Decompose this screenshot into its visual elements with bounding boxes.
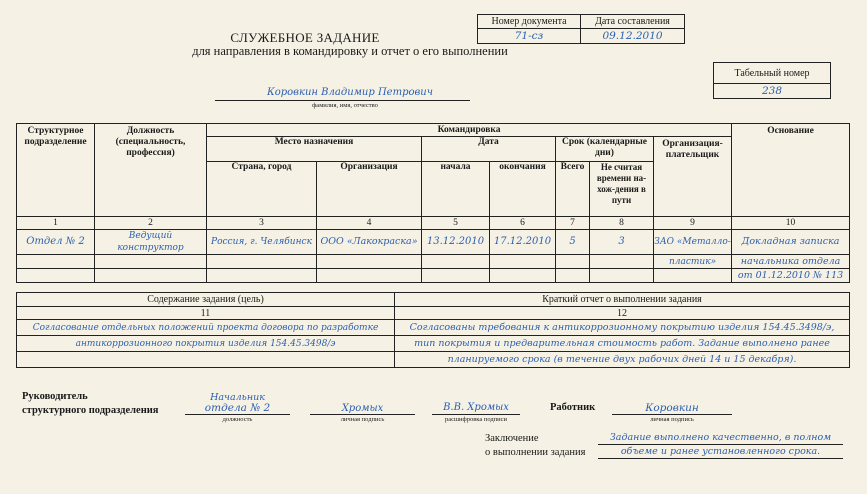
header-struct: Структурное подразделение xyxy=(17,124,95,217)
col-number: 5 xyxy=(422,217,490,230)
employee-name-line xyxy=(215,100,470,101)
conclusion-line-2: объеме и ранее установленного срока. xyxy=(620,446,821,457)
cell-total: 5 xyxy=(556,230,590,255)
cap-sign: личная подпись xyxy=(340,416,385,423)
tab-number-value: 238 xyxy=(714,84,831,99)
cell-payer-1: ЗАО «Металло- xyxy=(654,230,732,255)
num-11: 11 xyxy=(17,307,395,320)
conclusion-line-1: Задание выполнено качественно, в полном xyxy=(609,432,832,443)
doc-number-label: Номер документа xyxy=(478,15,581,29)
cap-worker-sign: личная подпись xyxy=(650,416,694,423)
header-not-counting: Не считая времени на-хож-дения в пути xyxy=(590,162,654,217)
content-line-1: Согласование отдельных положений проекта договора по разработке xyxy=(17,320,395,336)
report-line-2: тип покрытия и предварительная стоимость работ. Задание выполнено ранее xyxy=(395,336,850,352)
header-total: Всего xyxy=(556,162,590,217)
cell-country: Россия, г. Челябинск xyxy=(207,230,317,255)
doc-number-value: 71-сз xyxy=(478,29,581,44)
col-number: 1 xyxy=(17,217,95,230)
cap-position: должность xyxy=(222,416,253,423)
num-12: 12 xyxy=(395,307,850,320)
cell-net: 3 xyxy=(590,230,654,255)
cell-position: Ведущий конструктор xyxy=(95,230,207,255)
head-signature: Хромых xyxy=(341,403,384,414)
cell-start: 13.12.2010 xyxy=(422,230,490,255)
header-org-payer: Организация-плательщик xyxy=(654,137,732,217)
col-number: 10 xyxy=(732,217,850,230)
header-destination: Место назначения xyxy=(207,137,422,162)
col-number: 4 xyxy=(317,217,422,230)
cell-basis-2: начальника отдела xyxy=(732,255,850,269)
header-country: Страна, город xyxy=(207,162,317,217)
doc-number-box xyxy=(477,14,685,44)
head-label xyxy=(22,390,158,418)
trip-table xyxy=(16,123,850,283)
doc-date-label: Дата составления xyxy=(581,15,685,29)
cell-basis-3: от 01.12.2010 № 113 xyxy=(732,269,850,283)
employee-name: Коровкин Владимир Петрович xyxy=(267,87,433,98)
head-position-1: Начальник xyxy=(210,392,265,403)
employee-name-caption: фамилия, имя, отчество xyxy=(312,102,378,109)
tab-number-label: Табельный номер xyxy=(714,63,831,84)
head-decode-line xyxy=(432,414,520,415)
task-table xyxy=(16,292,850,368)
cell-org: ООО «Лакокраска» xyxy=(317,230,422,255)
col-number: 6 xyxy=(490,217,556,230)
report-line-1: Согласованы требования к антикоррозионному покрытию изделия 154.45.3498/э, xyxy=(395,320,850,336)
header-trip: Командировка xyxy=(207,124,732,137)
conclusion-label-line-1: Заключение xyxy=(485,433,539,444)
content-line-2: антикоррозионного покрытия изделия 154.45.3498/э xyxy=(17,336,395,352)
conclusion-label xyxy=(485,432,586,460)
worker-signature: Коровкин xyxy=(645,402,699,414)
conclusion-underline-1 xyxy=(598,444,843,445)
document-subtitle: для направления в командировку и отчет о его выполнении xyxy=(192,44,508,58)
report-line-3: планируемого срока (в течение двух рабочих дней 14 и 15 декабря). xyxy=(395,352,850,368)
head-label-line-2: структурного подразделения xyxy=(22,405,159,416)
cell-end: 17.12.2010 xyxy=(490,230,556,255)
header-end: окончания xyxy=(490,162,556,217)
header-start: начала xyxy=(422,162,490,217)
head-sign-line xyxy=(310,414,415,415)
header-date: Дата xyxy=(422,137,556,162)
head-label-line-1: Руководитель xyxy=(22,391,88,402)
cell-struct: Отдел № 2 xyxy=(17,230,95,255)
conclusion-underline-2 xyxy=(598,458,843,459)
header-position: Должность (специальность, профессия) xyxy=(95,124,207,217)
header-org: Организация xyxy=(317,162,422,217)
header-report: Краткий отчет о выполнении задания xyxy=(395,293,850,307)
col-number: 2 xyxy=(95,217,207,230)
col-number: 3 xyxy=(207,217,317,230)
cell-basis-1: Докладная записка xyxy=(732,230,850,255)
worker-label: Работник xyxy=(550,402,596,413)
worker-sign-line xyxy=(612,414,732,415)
head-decode: В.В. Хромых xyxy=(443,402,509,413)
cap-decode: расшифровка подписи xyxy=(444,416,508,423)
col-number: 9 xyxy=(654,217,732,230)
document-title: СЛУЖЕБНОЕ ЗАДАНИЕ xyxy=(230,30,380,45)
header-content: Содержание задания (цель) xyxy=(17,293,395,307)
tab-number-box xyxy=(713,62,831,99)
head-position-line xyxy=(185,414,290,415)
doc-date-value: 09.12.2010 xyxy=(581,29,685,44)
header-basis: Основание xyxy=(732,124,850,217)
header-term: Срок (календарные дни) xyxy=(556,137,654,162)
col-number: 8 xyxy=(590,217,654,230)
head-position-2: отдела № 2 xyxy=(204,402,271,414)
conclusion-label-line-2: о выполнении задания xyxy=(485,447,586,458)
col-number: 7 xyxy=(556,217,590,230)
cell-payer-2: пластик» xyxy=(654,255,732,269)
